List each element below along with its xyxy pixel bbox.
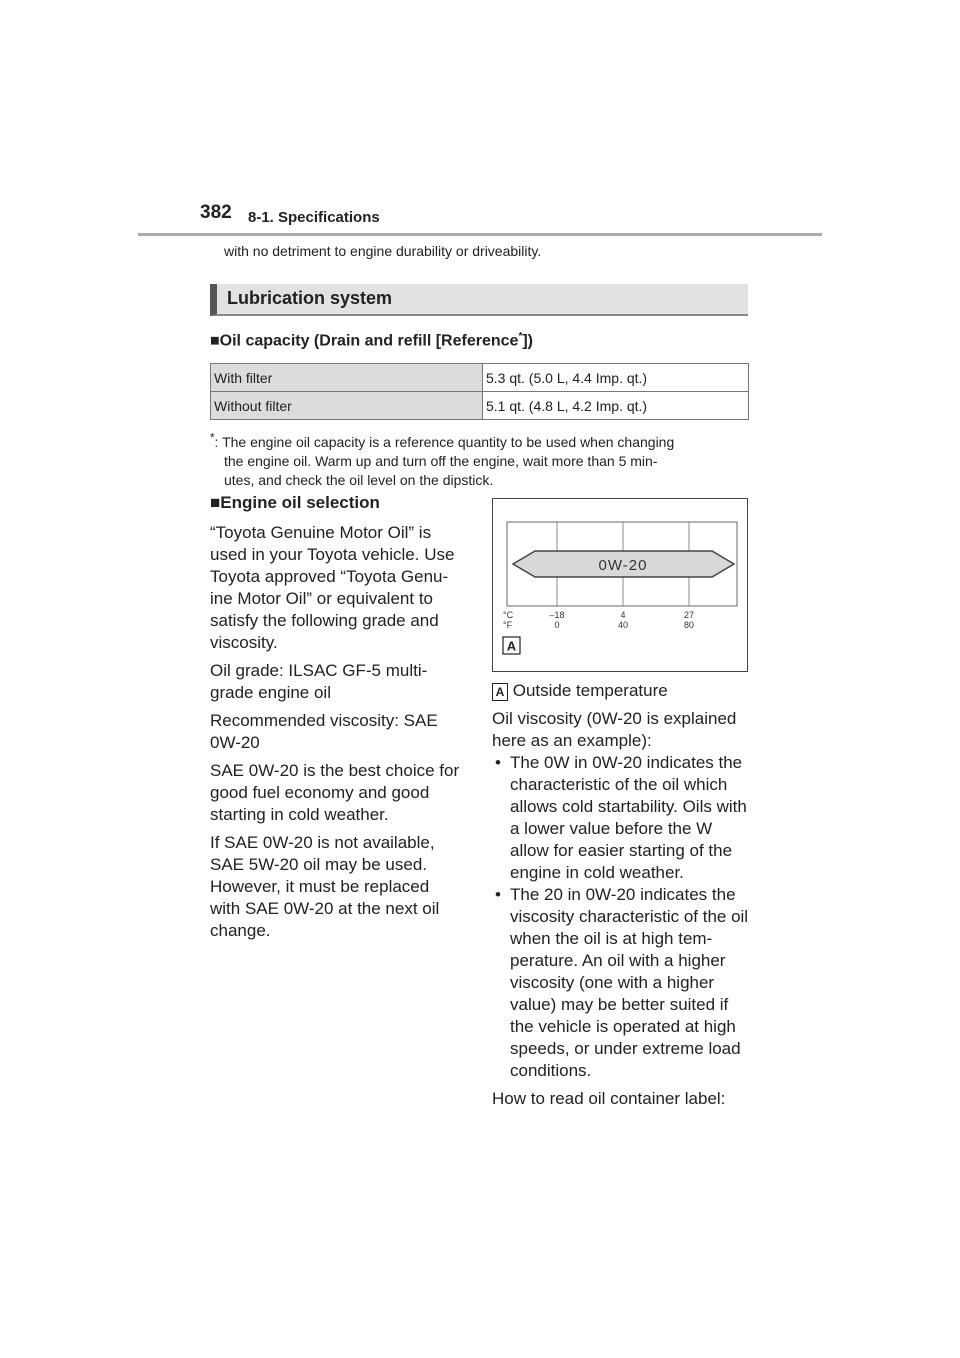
viscosity-intro: Oil viscosity (0W-20 is explained here as an example): bbox=[492, 709, 737, 750]
engine-oil-heading: ■Engine oil selection bbox=[210, 493, 380, 512]
table-row bbox=[211, 392, 749, 420]
intro-text: with no detriment to engine durability or driveability. bbox=[224, 243, 542, 259]
callout-a-icon: A bbox=[492, 683, 508, 701]
table-cell-label: With filter bbox=[211, 364, 483, 392]
table-cell-value: 5.3 qt. (5.0 L, 4.4 Imp. qt.) bbox=[483, 364, 749, 392]
viscosity-list bbox=[492, 752, 750, 1082]
table-cell-label: Without filter bbox=[211, 392, 483, 420]
footnote: *: The engine oil capacity is a reference quantity to be used when changing the engine oil. Warm up and turn off the engine, wait more than 5 min- utes, and check the oil level on the dipstick. bbox=[210, 431, 675, 488]
table-row bbox=[211, 364, 749, 392]
label-intro: How to read oil container label: bbox=[492, 1089, 726, 1108]
tick-fahrenheit: 0 bbox=[554, 620, 560, 630]
list-item: • The 0W in 0W-20 indicates the characteristic of the oil which allows cold startability. Oils with a lower value before the W allow for easier starting of the engine in cold weather. bbox=[492, 752, 750, 884]
paragraph: SAE 0W-20 is the best choice for good fuel economy and good starting in cold weather. bbox=[210, 761, 460, 824]
tick-fahrenheit: 40 bbox=[617, 620, 629, 630]
list-item: • The 20 in 0W-20 indicates the viscosity characteristic of the oil when the oil is at high tem-perature. An oil with a higher viscosity (one with a higher value) may be better suited if the vehicle is operated at high speeds, or under extreme load conditions. bbox=[492, 884, 750, 1082]
table-cell-value: 5.1 qt. (4.8 L, 4.2 Imp. qt.) bbox=[483, 392, 749, 420]
oil-capacity-table bbox=[210, 363, 749, 420]
banner-title: Lubrication system bbox=[227, 288, 393, 308]
paragraph: “Toyota Genuine Motor Oil” is used in your Toyota vehicle. Use Toyota approved “Toyota Genu-ine Motor Oil” or equivalent to satisfy the following grade and viscosity. bbox=[210, 523, 455, 652]
paragraph: If SAE 0W-20 is not available, SAE 5W-20 oil may be used. However, it must be replaced with SAE 0W-20 at the next oil change. bbox=[210, 833, 440, 940]
unit-fahrenheit: °F bbox=[503, 620, 513, 630]
viscosity-figure bbox=[492, 498, 748, 672]
header-divider bbox=[138, 233, 822, 236]
paragraph: Oil grade: ILSAC GF-5 multi-grade engine oil bbox=[210, 661, 428, 702]
grade-label: 0W-20 bbox=[598, 557, 648, 574]
section-title: 8-1. Specifications bbox=[248, 209, 380, 226]
viscosity-chart bbox=[493, 499, 747, 671]
callout-label: A bbox=[506, 638, 517, 654]
figure-caption: A Outside temperature bbox=[492, 680, 750, 702]
engine-oil-column bbox=[210, 492, 464, 948]
section-banner bbox=[210, 284, 748, 316]
oil-capacity-heading: ■Oil capacity (Drain and refill [Reference*]) bbox=[210, 331, 533, 350]
paragraph: Recommended viscosity: SAE 0W-20 bbox=[210, 711, 438, 752]
tick-celsius: 27 bbox=[683, 610, 695, 620]
tick-celsius: 4 bbox=[620, 610, 626, 620]
page-number: 382 bbox=[200, 202, 232, 223]
tick-celsius: –18 bbox=[549, 610, 565, 620]
tick-fahrenheit: 80 bbox=[683, 620, 695, 630]
explanation-column bbox=[492, 680, 750, 1116]
unit-celsius: °C bbox=[503, 610, 514, 620]
